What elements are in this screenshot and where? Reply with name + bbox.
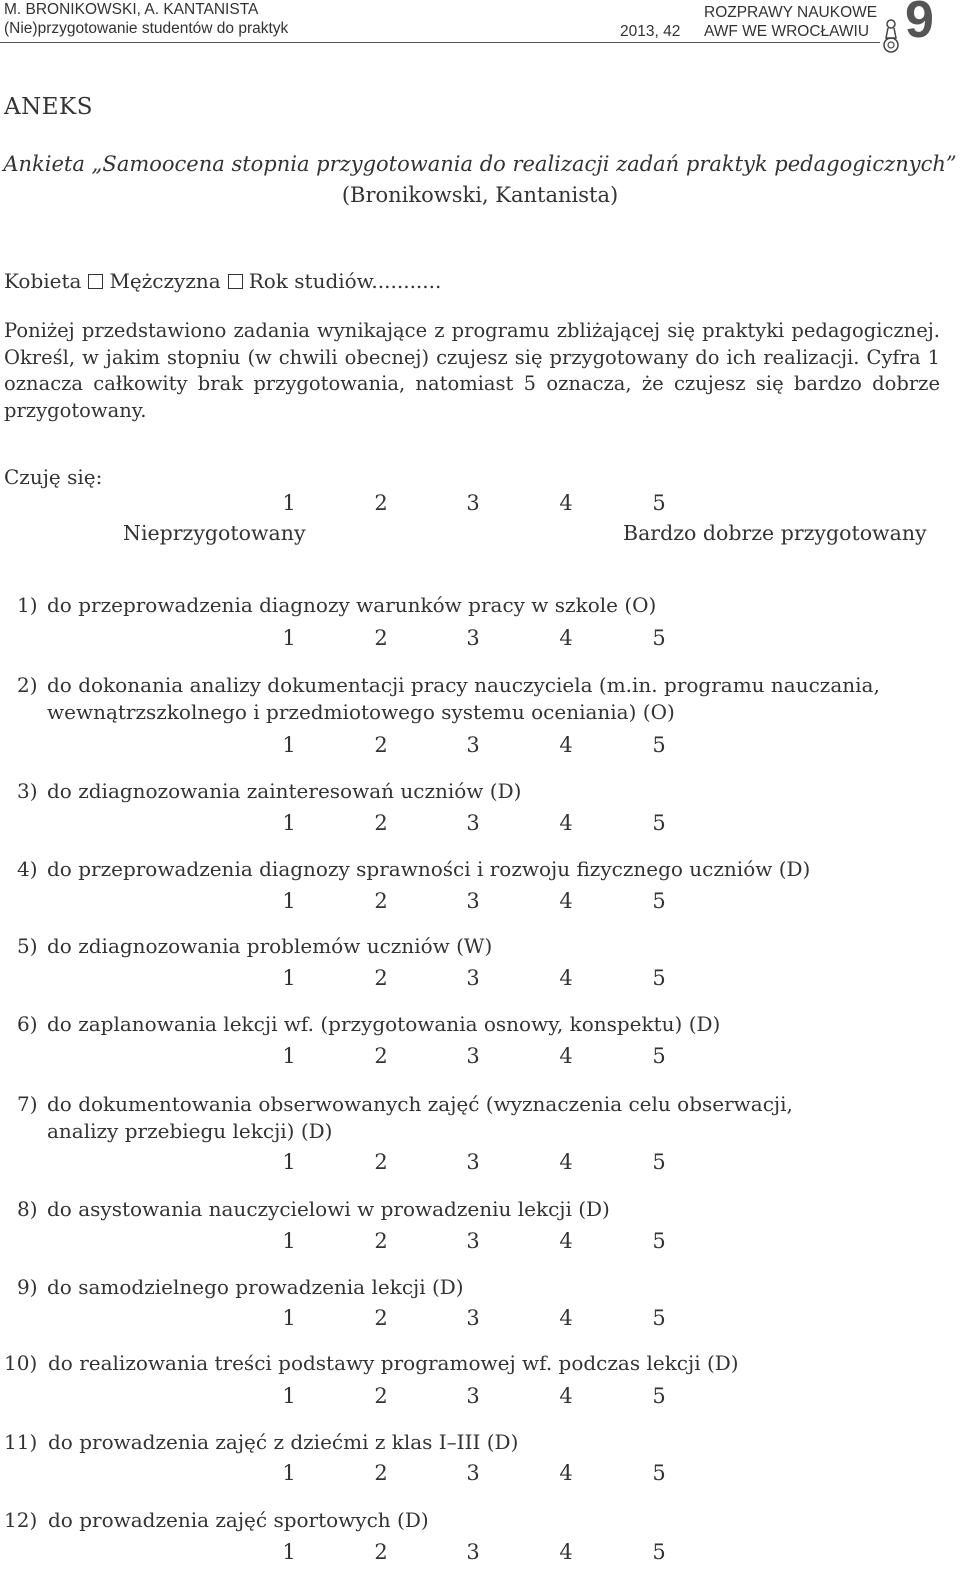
rating-option[interactable]: 3	[466, 1306, 480, 1330]
item-number: 8)	[17, 1197, 38, 1221]
item-number: 7)	[17, 1092, 38, 1116]
rating-option[interactable]: 2	[374, 1461, 388, 1485]
rating-option[interactable]: 4	[559, 626, 573, 650]
rating-option[interactable]: 3	[466, 966, 480, 990]
rating-option[interactable]: 5	[652, 1461, 666, 1485]
feel-label: Czuję się:	[4, 465, 103, 489]
scale-value: 3	[466, 491, 480, 515]
item-text: do realizowania treści podstawy programowej wf. podczas lekcji (D)	[48, 1351, 739, 1375]
scale-value: 2	[374, 491, 388, 515]
item-text: analizy przebiegu lekcji) (D)	[47, 1119, 333, 1143]
rating-option[interactable]: 5	[652, 811, 666, 835]
survey-authors: (Bronikowski, Kantanista)	[341, 183, 619, 207]
header-year-volume: 2013, 42	[620, 23, 681, 40]
rating-option[interactable]: 3	[466, 1150, 480, 1174]
rating-option[interactable]: 3	[466, 811, 480, 835]
awf-emblem-icon	[880, 18, 902, 58]
instructions-paragraph: Poniżej przedstawiono zadania wynikające z programu zbliżającej się praktyki pedagogicznej. Określ, w jakim stopniu (w chwili obecnej) czujesz się przygotowany do ich realizacji. Cyfra 1 oznacza całkowity brak przygotowania, natomiast 5 oznacza, że czujesz się bardzo dobrze przygotowany.	[4, 319, 940, 422]
annex-heading: ANEKS	[4, 94, 93, 120]
rating-option[interactable]: 3	[466, 1540, 480, 1564]
item-number: 4)	[17, 857, 38, 881]
rating-option[interactable]: 1	[282, 889, 296, 913]
rating-option[interactable]: 5	[652, 1229, 666, 1253]
rating-option[interactable]: 2	[374, 1306, 388, 1330]
rating-option[interactable]: 5	[652, 1540, 666, 1564]
scale-value: 1	[282, 491, 296, 515]
item-number: 5)	[17, 934, 38, 958]
rating-scale	[0, 733, 960, 759]
rating-option[interactable]: 2	[374, 1229, 388, 1253]
header-authors: M. BRONIKOWSKI, A. KANTANISTA	[4, 1, 259, 18]
item-text: do przeprowadzenia diagnozy sprawności i rozwoju fizycznego uczniów (D)	[47, 857, 811, 881]
item-number: 10)	[4, 1351, 38, 1375]
rating-option[interactable]: 3	[466, 733, 480, 757]
item-text: wewnątrzszkolnego i przedmiotowego systemu oceniania) (O)	[47, 700, 675, 724]
item-number: 1)	[17, 593, 38, 617]
item-text: do zdiagnozowania problemów uczniów (W)	[47, 934, 493, 958]
item-number: 12)	[4, 1508, 38, 1532]
rating-option[interactable]: 3	[466, 1384, 480, 1408]
rating-option[interactable]: 5	[652, 733, 666, 757]
rating-option[interactable]: 2	[374, 1540, 388, 1564]
rating-option[interactable]: 4	[559, 1306, 573, 1330]
rating-scale	[0, 1044, 960, 1070]
rating-option[interactable]: 2	[374, 889, 388, 913]
rating-option[interactable]: 4	[559, 811, 573, 835]
female-label: Kobieta	[4, 269, 82, 293]
rating-option[interactable]: 4	[559, 1384, 573, 1408]
rating-option[interactable]: 1	[282, 1461, 296, 1485]
rating-option[interactable]: 5	[652, 889, 666, 913]
scale-high-label: Bardzo dobrze przygotowany	[623, 521, 927, 545]
rating-option[interactable]: 5	[652, 1384, 666, 1408]
rating-option[interactable]: 3	[466, 626, 480, 650]
scale-value: 4	[559, 491, 573, 515]
rating-scale	[0, 1306, 960, 1332]
rating-scale	[0, 626, 960, 652]
item-number: 11)	[4, 1430, 38, 1454]
rating-scale	[0, 1384, 960, 1410]
rating-option[interactable]: 4	[559, 1044, 573, 1068]
item-text: do przeprowadzenia diagnozy warunków pracy w szkole (O)	[47, 593, 657, 617]
male-checkbox[interactable]	[228, 274, 243, 289]
survey-title: Ankieta „Samoocena stopnia przygotowania do realizacji zadań praktyk pedagogicznych”	[3, 152, 957, 176]
rating-option[interactable]: 1	[282, 626, 296, 650]
rating-option[interactable]: 5	[652, 1306, 666, 1330]
rating-option[interactable]: 2	[374, 1044, 388, 1068]
rating-option[interactable]: 1	[282, 1229, 296, 1253]
rating-option[interactable]: 2	[374, 733, 388, 757]
rating-option[interactable]: 1	[282, 733, 296, 757]
rating-option[interactable]: 4	[559, 1461, 573, 1485]
item-number: 9)	[17, 1275, 38, 1299]
rating-option[interactable]: 5	[652, 626, 666, 650]
scale-value: 5	[652, 491, 666, 515]
rating-option[interactable]: 3	[466, 889, 480, 913]
item-text: do zdiagnozowania zainteresowań uczniów (D)	[47, 779, 522, 803]
item-text: do zaplanowania lekcji wf. (przygotowania osnowy, konspektu) (D)	[47, 1012, 721, 1036]
item-text: do prowadzenia zajęć z dziećmi z klas I–III (D)	[48, 1430, 519, 1454]
header-journal-line1: ROZPRAWY NAUKOWE	[704, 4, 878, 21]
rating-option[interactable]: 5	[652, 1044, 666, 1068]
scale-low-label: Nieprzygotowany	[123, 521, 306, 545]
rating-scale	[0, 1229, 960, 1255]
rating-scale	[0, 811, 960, 837]
page-number: 9	[905, 0, 934, 49]
item-text: do asystowania nauczycielowi w prowadzeniu lekcji (D)	[47, 1197, 610, 1221]
item-text: do samodzielnego prowadzenia lekcji (D)	[47, 1275, 464, 1299]
rating-option[interactable]: 1	[282, 1540, 296, 1564]
rating-option[interactable]: 1	[282, 811, 296, 835]
rating-option[interactable]: 1	[282, 1044, 296, 1068]
study-year-field[interactable]: Rok studiów...........	[248, 269, 442, 293]
rating-option[interactable]: 4	[559, 733, 573, 757]
rating-option[interactable]: 1	[282, 1150, 296, 1174]
female-checkbox[interactable]	[88, 274, 103, 289]
rating-option[interactable]: 3	[466, 1044, 480, 1068]
header-journal-line2: AWF WE WROCŁAWIU	[704, 23, 870, 40]
rating-option[interactable]: 2	[374, 626, 388, 650]
rating-option[interactable]: 1	[282, 1306, 296, 1330]
item-text: do dokumentowania obserwowanych zajęć (wyznaczenia celu obserwacji,	[47, 1092, 793, 1116]
rating-option[interactable]: 4	[559, 1229, 573, 1253]
rating-option[interactable]: 1	[282, 966, 296, 990]
rating-scale	[0, 1150, 960, 1176]
rating-option[interactable]: 4	[559, 966, 573, 990]
rating-option[interactable]: 2	[374, 811, 388, 835]
rating-option[interactable]: 5	[652, 1150, 666, 1174]
demographics-line	[4, 269, 441, 293]
rating-scale	[0, 966, 960, 992]
rating-option[interactable]: 1	[282, 1384, 296, 1408]
rating-scale	[0, 1540, 960, 1566]
rating-option[interactable]: 4	[559, 1540, 573, 1564]
item-number: 3)	[17, 779, 38, 803]
item-number: 6)	[17, 1012, 38, 1036]
anchor-scale	[0, 491, 960, 517]
rating-scale	[0, 1461, 960, 1487]
item-number: 2)	[17, 673, 38, 697]
rating-option[interactable]: 3	[466, 1461, 480, 1485]
rating-option[interactable]: 2	[374, 1150, 388, 1174]
header-rule	[0, 42, 880, 43]
item-text: do prowadzenia zajęć sportowych (D)	[48, 1508, 429, 1532]
header-running-title: (Nie)przygotowanie studentów do praktyk	[4, 20, 289, 37]
rating-scale	[0, 889, 960, 915]
rating-option[interactable]: 4	[559, 1150, 573, 1174]
rating-option[interactable]: 5	[652, 966, 666, 990]
rating-option[interactable]: 2	[374, 966, 388, 990]
rating-option[interactable]: 3	[466, 1229, 480, 1253]
rating-option[interactable]: 2	[374, 1384, 388, 1408]
male-label: Mężczyzna	[109, 269, 221, 293]
rating-option[interactable]: 4	[559, 889, 573, 913]
item-text: do dokonania analizy dokumentacji pracy nauczyciela (m.in. programu nauczania,	[47, 673, 880, 697]
